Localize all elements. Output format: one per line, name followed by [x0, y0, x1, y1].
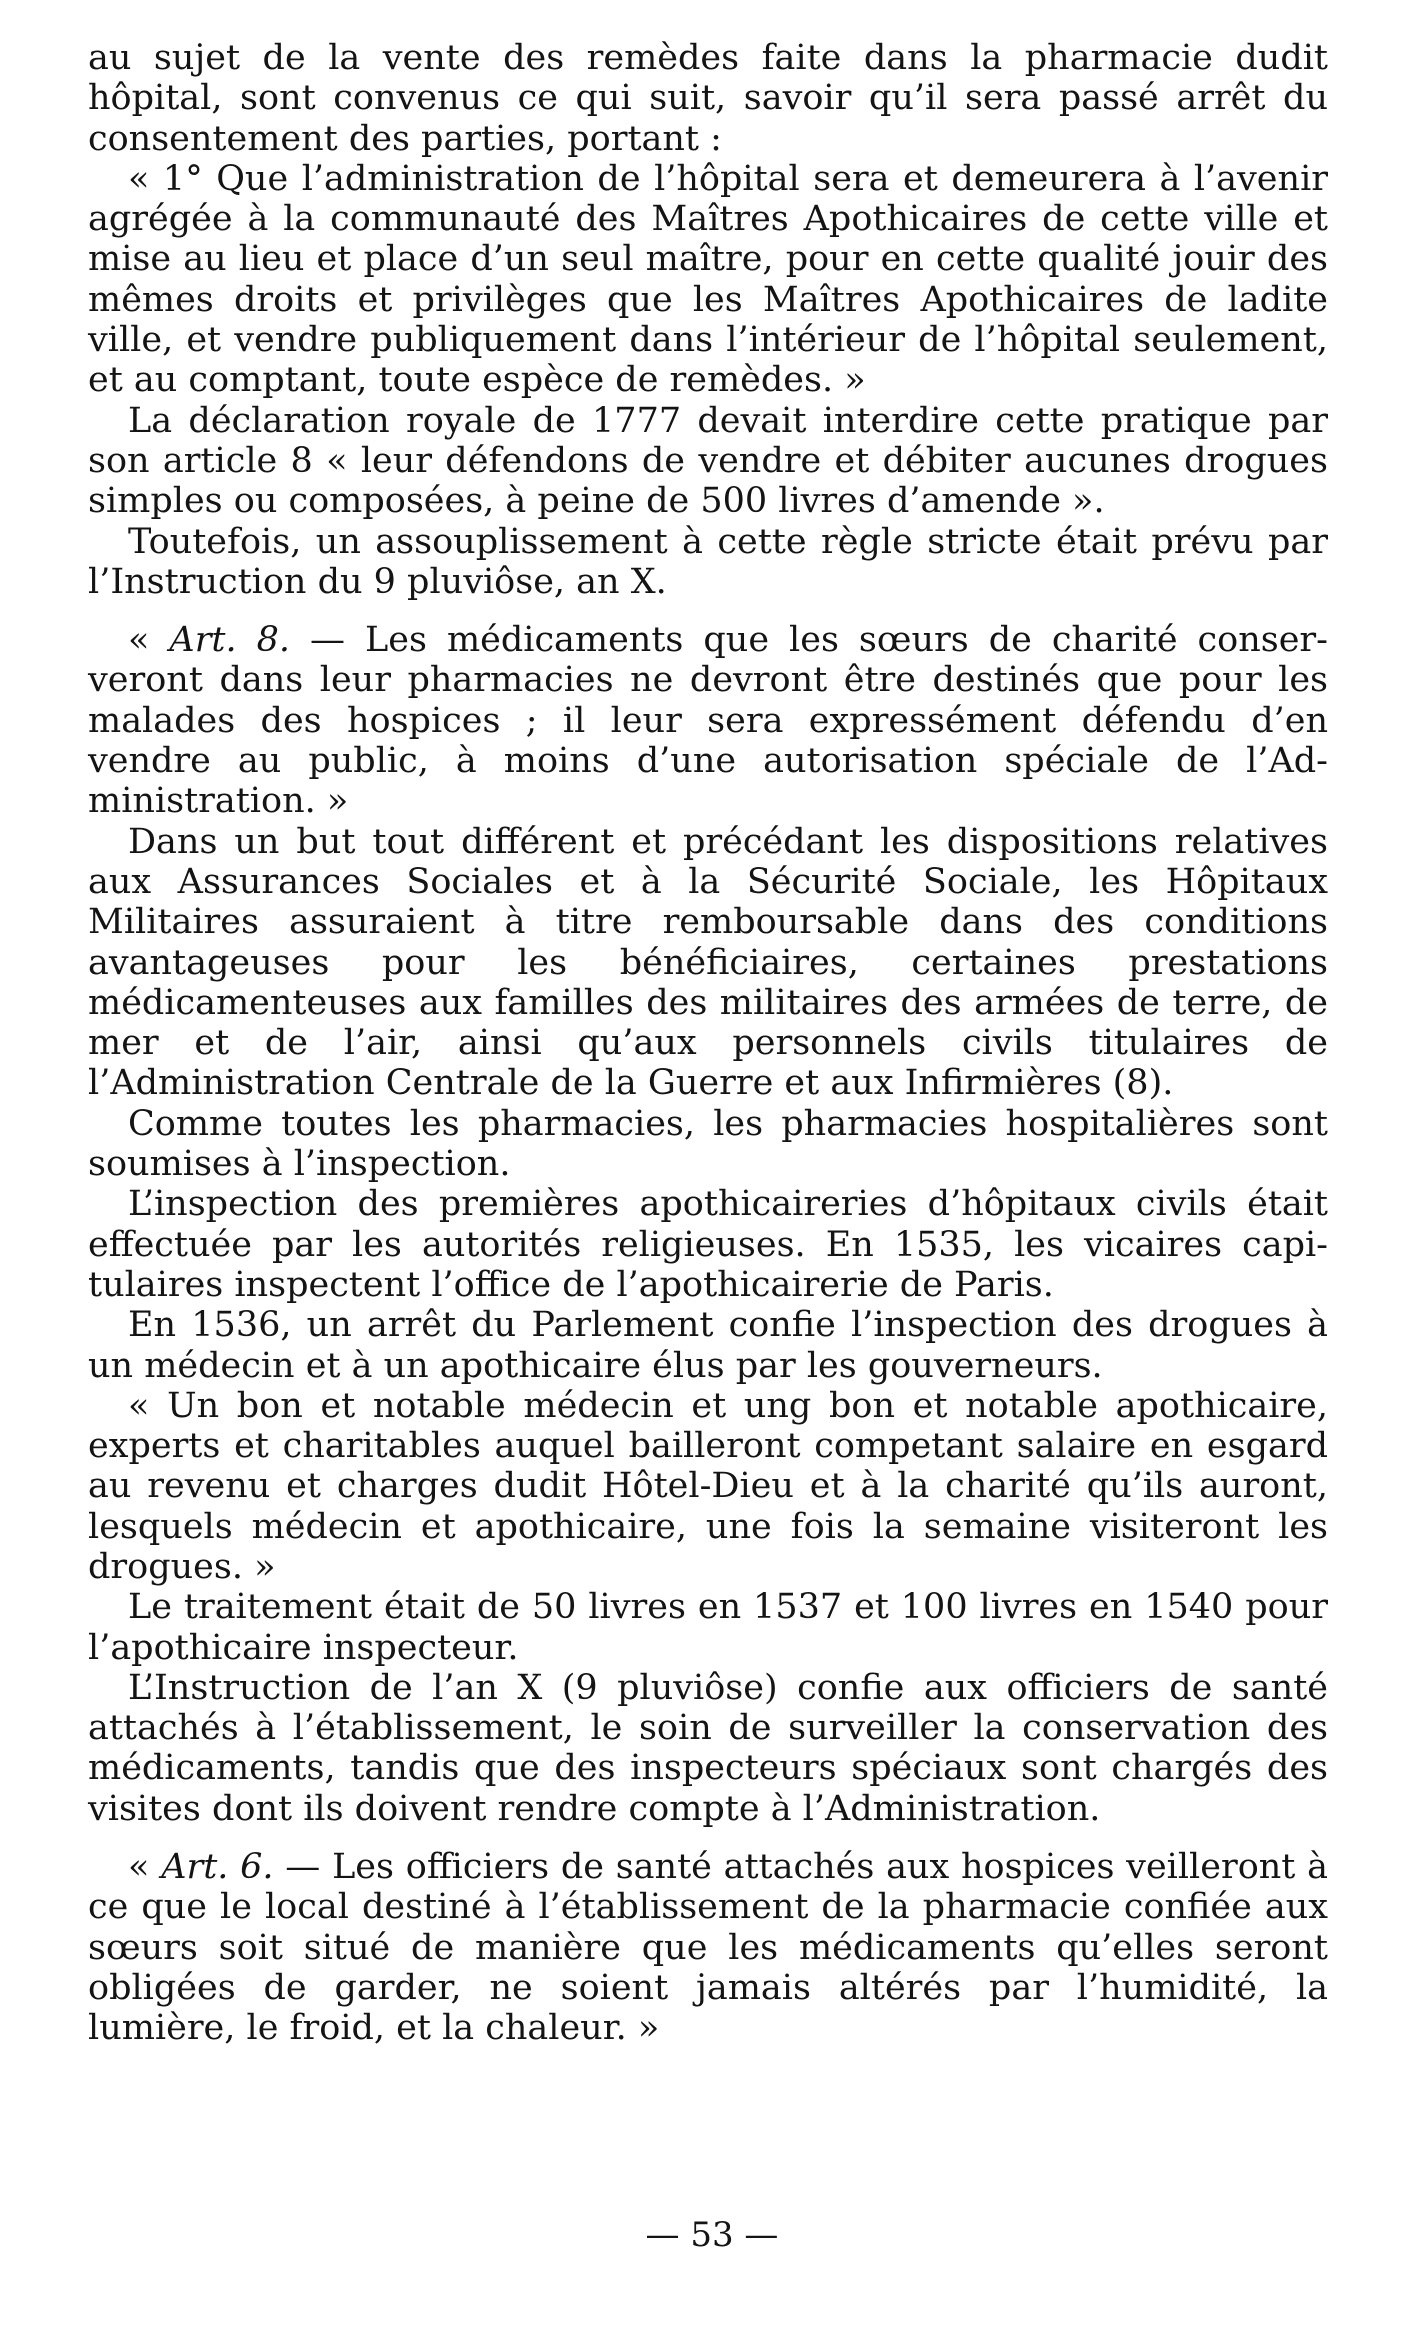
page-body	[88, 38, 1328, 2049]
page-number: — 53 —	[645, 2215, 779, 2255]
article-label: Art. 6.	[161, 1847, 274, 1888]
paragraph-continuation: au sujet de la vente des remèdes faite dans la pharmacie dudit hôpital, sont convenus ce qui suit, savoir qu’il sera passé arrêt du consentement des parties, portant :	[88, 38, 1328, 159]
paragraph-royal-declaration: La déclaration royale de 1777 devait interdire cette pratique par son article 8 « leur défendons de vendre et débiter aucunes drogues simples ou composées, à peine de 500 livres d’amende ».	[88, 400, 1328, 522]
paragraph-religious-inspection: L’inspection des premières apothicaireries d’hôpitaux civils était effectuée par les autorités religieuses. En 1535, les vicaires capitulaires inspectent l’office de l’apothicairerie de Paris.	[88, 1184, 1328, 1305]
article-text: — Les officiers de santé attachés aux hospices veilleront à ce que le local destiné à l’établissement de la pharmacie confiée aux sœurs soit situé de manière que les médicaments qu’elles seront obligées de garder, ne soient jamais altérés par l’humidité, la lumière, le froid, et la chaleur. »	[88, 1847, 1329, 2049]
quote-article-6	[88, 1847, 1328, 2048]
paragraph-inspection: Comme toutes les pharmacies, les pharmacies hospitalières sont soumises à l’inspection.	[88, 1103, 1328, 1185]
quote-open: «	[128, 1847, 162, 1888]
article-text: — Les médicaments que les sœurs de charité conserveront dans leur pharmacies ne devront être destinés que pour les malades des hospices ; il leur sera expressément défendu d’en vendre au public, à moins d’une autorisation spéciale de l’Administration. »	[88, 620, 1328, 822]
paragraph-parliament-1536: En 1536, un arrêt du Parlement confie l’inspection des drogues à un médecin et à un apothicaire élus par les gouverneurs.	[88, 1305, 1328, 1386]
quote-hospital-agreement: « 1° Que l’administration de l’hôpital sera et demeurera à l’avenir agrégée à la communauté des Maîtres Apothicaires de cette ville et mise au lieu et place d’un seul maître, pour en cette qualité jouir des mêmes droits et privilèges que les Maîtres Apothicaires de ladite ville, et vendre publiquement dans l’intérieur de l’hôpital seulement, et au comptant, toute espèce de remèdes. »	[88, 158, 1328, 401]
paragraph-health-officers: L’Instruction de l’an X (9 pluviôse) confie aux officiers de santé attachés à l’établissement, le soin de surveiller la conservation des médicaments, tandis que des inspecteurs spéciaux sont chargés des visites dont ils doivent rendre compte à l’Administration.	[88, 1667, 1328, 1829]
paragraph-military-hospitals: Dans un but tout différent et précédant les dispositions relatives aux Assurances Sociales et à la Sécurité Sociale, les Hôpitaux Militaires assuraient à titre remboursable dans des conditions avantageuses pour les bénéficiaires, certaines prestations médicamenteuses aux familles des militaires des armées de terre, de mer et de l’air, ainsi qu’aux personnels civils titulaires de l’Administration Centrale de la Guerre et aux Infirmières (8).	[88, 821, 1328, 1104]
paragraph-instruction-an-x: Toutefois, un assouplissement à cette règle stricte était prévu par l’Instruction du 9 pluviôse, an X.	[88, 521, 1328, 602]
article-label: Art. 8.	[169, 620, 291, 661]
quote-hotel-dieu: « Un bon et notable médecin et ung bon et notable apothicaire, experts et charitables auquel bailleront competant salaire en esgard au revenu et charges dudit Hôtel-Dieu et à la charité qu’ils auront, lesquels médecin et apothicaire, une fois la semaine visiteront les drogues. »	[88, 1385, 1328, 1587]
quote-article-8	[88, 620, 1328, 821]
paragraph-salary: Le traitement était de 50 livres en 1537 et 100 livres en 1540 pour l’apothicaire inspecteur.	[88, 1587, 1328, 1668]
quote-open: «	[128, 620, 170, 661]
